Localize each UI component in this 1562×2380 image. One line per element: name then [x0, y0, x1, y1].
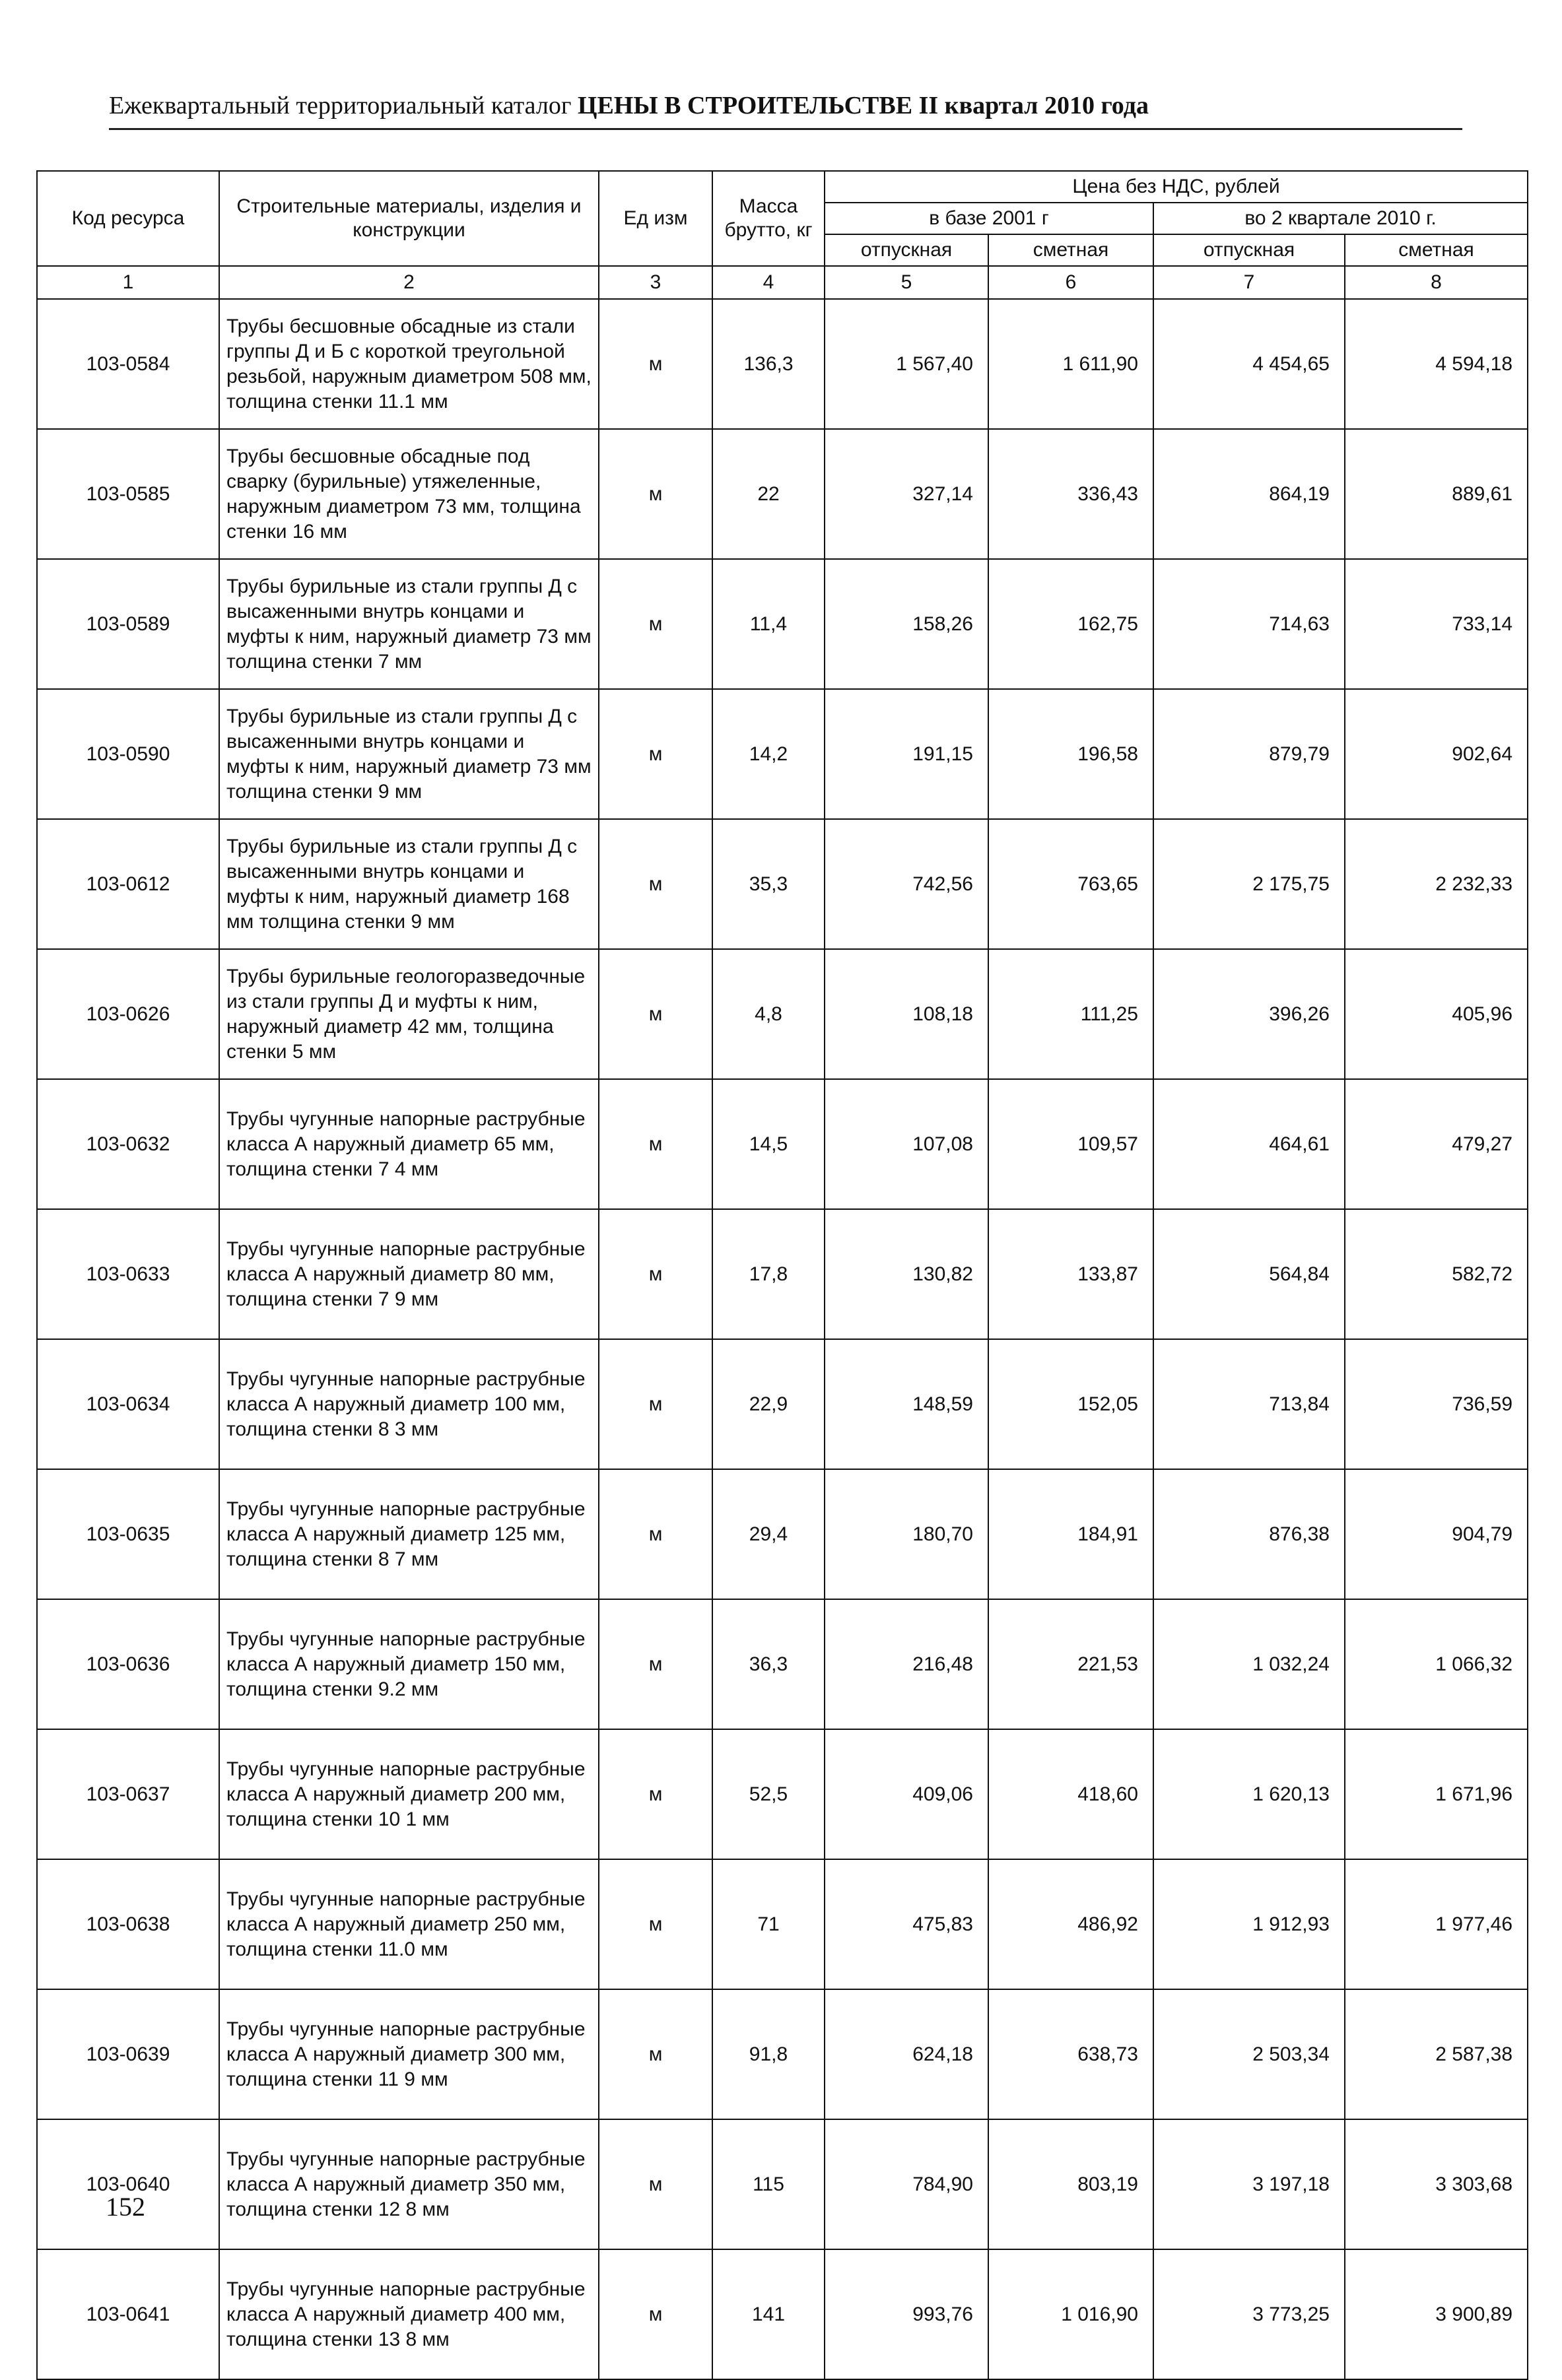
cell-code: 103-0635 [37, 1469, 219, 1599]
cell-mass: 4,8 [712, 949, 825, 1079]
cell-price-base-otp: 1 567,40 [825, 299, 988, 429]
col-header-name: Строительные материалы, изделия и конструкции [219, 171, 599, 266]
cell-price-q2-smet: 3 303,68 [1345, 2119, 1528, 2249]
cell-mass: 29,4 [712, 1469, 825, 1599]
header-suffix: II квартал 2010 года [912, 92, 1149, 119]
cell-price-base-otp: 409,06 [825, 1729, 988, 1859]
cell-price-q2-otp: 464,61 [1153, 1079, 1345, 1209]
cell-mass: 14,2 [712, 689, 825, 819]
cell-price-q2-smet: 902,64 [1345, 689, 1528, 819]
cell-price-base-otp: 475,83 [825, 1859, 988, 1989]
cell-name: Трубы чугунные напорные раструбные класса А наружный диаметр 80 мм, толщина стенки 7 9 мм [219, 1209, 599, 1339]
col-header-q2-otp: отпускная [1153, 234, 1345, 266]
cell-unit: м [599, 1209, 712, 1339]
cell-price-base-smet: 221,53 [988, 1599, 1153, 1729]
cell-price-q2-smet: 2 232,33 [1345, 819, 1528, 949]
cell-price-base-smet: 1 016,90 [988, 2249, 1153, 2379]
cell-price-q2-smet: 889,61 [1345, 429, 1528, 559]
header-title: ЦЕНЫ В СТРОИТЕЛЬСТВЕ [577, 92, 913, 119]
cell-code: 103-0640 [37, 2119, 219, 2249]
cell-price-base-otp: 130,82 [825, 1209, 988, 1339]
catalog-header [109, 91, 1462, 120]
cell-code: 103-0638 [37, 1859, 219, 1989]
cell-name: Трубы чугунные напорные раструбные класса А наружный диаметр 150 мм, толщина стенки 9.2 мм [219, 1599, 599, 1729]
cell-price-base-smet: 638,73 [988, 1989, 1153, 2119]
cell-mass: 17,8 [712, 1209, 825, 1339]
table-row [37, 2249, 1528, 2379]
cell-price-q2-otp: 714,63 [1153, 559, 1345, 689]
cell-unit: м [599, 949, 712, 1079]
cell-mass: 141 [712, 2249, 825, 2379]
col-header-mass: Масса брутто, кг [712, 171, 825, 266]
cell-mass: 14,5 [712, 1079, 825, 1209]
cell-price-q2-otp: 1 032,24 [1153, 1599, 1345, 1729]
cell-code: 103-0633 [37, 1209, 219, 1339]
cell-mass: 91,8 [712, 1989, 825, 2119]
table-row [37, 1989, 1528, 2119]
cell-price-q2-smet: 904,79 [1345, 1469, 1528, 1599]
cell-price-base-smet: 184,91 [988, 1469, 1153, 1599]
cell-code: 103-0636 [37, 1599, 219, 1729]
cell-unit: м [599, 1729, 712, 1859]
cell-mass: 35,3 [712, 819, 825, 949]
cell-price-q2-otp: 713,84 [1153, 1339, 1345, 1469]
table-row [37, 689, 1528, 819]
cell-price-q2-smet: 1 671,96 [1345, 1729, 1528, 1859]
cell-price-q2-otp: 396,26 [1153, 949, 1345, 1079]
table-row [37, 429, 1528, 559]
cell-price-q2-otp: 1 620,13 [1153, 1729, 1345, 1859]
cell-price-q2-smet: 736,59 [1345, 1339, 1528, 1469]
cell-price-base-smet: 109,57 [988, 1079, 1153, 1209]
cell-code: 103-0612 [37, 819, 219, 949]
cell-name: Трубы бесшовные обсадные из стали группы Д и Б с короткой треугольной резьбой, наружным диаметром 508 мм, толщина стенки 11.1 мм [219, 299, 599, 429]
cell-code: 103-0590 [37, 689, 219, 819]
cell-price-q2-smet: 405,96 [1345, 949, 1528, 1079]
cell-price-base-smet: 336,43 [988, 429, 1153, 559]
cell-unit: м [599, 1599, 712, 1729]
cell-price-q2-otp: 2 175,75 [1153, 819, 1345, 949]
cell-unit: м [599, 1469, 712, 1599]
cell-price-q2-smet: 733,14 [1345, 559, 1528, 689]
cell-code: 103-0632 [37, 1079, 219, 1209]
cell-price-base-otp: 327,14 [825, 429, 988, 559]
cell-price-q2-otp: 3 773,25 [1153, 2249, 1345, 2379]
cell-price-base-otp: 148,59 [825, 1339, 988, 1469]
col-header-price: Цена без НДС, рублей [825, 171, 1528, 203]
table-row [37, 1209, 1528, 1339]
cell-price-base-smet: 152,05 [988, 1339, 1153, 1469]
cell-mass: 22 [712, 429, 825, 559]
column-number: 8 [1345, 266, 1528, 299]
cell-price-q2-otp: 3 197,18 [1153, 2119, 1345, 2249]
cell-price-base-smet: 418,60 [988, 1729, 1153, 1859]
table-body [37, 299, 1528, 2379]
cell-unit: м [599, 819, 712, 949]
cell-mass: 36,3 [712, 1599, 825, 1729]
cell-price-base-otp: 158,26 [825, 559, 988, 689]
cell-name: Трубы чугунные напорные раструбные класса А наружный диаметр 300 мм, толщина стенки 11 9 мм [219, 1989, 599, 2119]
col-header-q2-2010: во 2 квартале 2010 г. [1153, 203, 1528, 234]
cell-price-q2-smet: 582,72 [1345, 1209, 1528, 1339]
cell-name: Трубы бурильные из стали группы Д с высаженными внутрь концами и муфты к ним, наружный диаметр 73 мм толщина стенки 7 мм [219, 559, 599, 689]
cell-unit: м [599, 2249, 712, 2379]
table-row [37, 299, 1528, 429]
cell-price-q2-smet: 4 594,18 [1345, 299, 1528, 429]
cell-name: Трубы чугунные напорные раструбные класса А наружный диаметр 125 мм, толщина стенки 8 7 мм [219, 1469, 599, 1599]
cell-code: 103-0634 [37, 1339, 219, 1469]
cell-name: Трубы бурильные из стали группы Д с высаженными внутрь концами и муфты к ним, наружный диаметр 73 мм толщина стенки 9 мм [219, 689, 599, 819]
cell-unit: м [599, 1859, 712, 1989]
cell-price-q2-otp: 2 503,34 [1153, 1989, 1345, 2119]
cell-price-q2-otp: 879,79 [1153, 689, 1345, 819]
cell-name: Трубы чугунные напорные раструбные класса А наружный диаметр 100 мм, толщина стенки 8 3 мм [219, 1339, 599, 1469]
cell-code: 103-0589 [37, 559, 219, 689]
cell-name: Трубы чугунные напорные раструбные класса А наружный диаметр 350 мм, толщина стенки 12 8 мм [219, 2119, 599, 2249]
cell-mass: 136,3 [712, 299, 825, 429]
cell-price-base-smet: 111,25 [988, 949, 1153, 1079]
cell-price-base-smet: 162,75 [988, 559, 1153, 689]
cell-name: Трубы чугунные напорные раструбные класса А наружный диаметр 65 мм, толщина стенки 7 4 мм [219, 1079, 599, 1209]
column-numbers-row [37, 266, 1528, 299]
cell-price-q2-smet: 479,27 [1345, 1079, 1528, 1209]
col-header-unit: Ед изм [599, 171, 712, 266]
cell-price-base-otp: 107,08 [825, 1079, 988, 1209]
cell-name: Трубы бесшовные обсадные под сварку (бурильные) утяжеленные, наружным диаметром 73 мм, толщина стенки 16 мм [219, 429, 599, 559]
cell-mass: 22,9 [712, 1339, 825, 1469]
table-row [37, 819, 1528, 949]
cell-unit: м [599, 1989, 712, 2119]
cell-price-q2-otp: 864,19 [1153, 429, 1345, 559]
table-row [37, 949, 1528, 1079]
cell-mass: 52,5 [712, 1729, 825, 1859]
col-header-base-smet: сметная [988, 234, 1153, 266]
cell-unit: м [599, 299, 712, 429]
price-table [36, 170, 1528, 2380]
column-number: 2 [219, 266, 599, 299]
column-number: 7 [1153, 266, 1345, 299]
cell-mass: 115 [712, 2119, 825, 2249]
cell-price-base-otp: 624,18 [825, 1989, 988, 2119]
cell-price-q2-smet: 3 900,89 [1345, 2249, 1528, 2379]
cell-price-base-otp: 108,18 [825, 949, 988, 1079]
cell-code: 103-0626 [37, 949, 219, 1079]
table-row [37, 1339, 1528, 1469]
column-number: 1 [37, 266, 219, 299]
col-header-q2-smet: сметная [1345, 234, 1528, 266]
header-prefix: Ежеквартальный территориальный каталог [109, 92, 578, 119]
cell-code: 103-0639 [37, 1989, 219, 2119]
table-row [37, 1729, 1528, 1859]
cell-code: 103-0584 [37, 299, 219, 429]
column-number: 3 [599, 266, 712, 299]
table-row [37, 1469, 1528, 1599]
cell-name: Трубы чугунные напорные раструбные класса А наружный диаметр 400 мм, толщина стенки 13 8 мм [219, 2249, 599, 2379]
cell-price-q2-otp: 1 912,93 [1153, 1859, 1345, 1989]
cell-price-base-otp: 191,15 [825, 689, 988, 819]
cell-price-base-smet: 133,87 [988, 1209, 1153, 1339]
cell-price-q2-otp: 876,38 [1153, 1469, 1345, 1599]
cell-name: Трубы чугунные напорные раструбные класса А наружный диаметр 250 мм, толщина стенки 11.0 мм [219, 1859, 599, 1989]
cell-name: Трубы бурильные из стали группы Д с высаженными внутрь концами и муфты к ним, наружный диаметр 168 мм толщина стенки 9 мм [219, 819, 599, 949]
cell-price-base-otp: 180,70 [825, 1469, 988, 1599]
cell-unit: м [599, 1339, 712, 1469]
cell-price-base-smet: 803,19 [988, 2119, 1153, 2249]
cell-unit: м [599, 2119, 712, 2249]
cell-code: 103-0585 [37, 429, 219, 559]
cell-price-q2-smet: 1 977,46 [1345, 1859, 1528, 1989]
col-header-base-otp: отпускная [825, 234, 988, 266]
cell-price-q2-otp: 564,84 [1153, 1209, 1345, 1339]
table-row [37, 1599, 1528, 1729]
cell-unit: м [599, 1079, 712, 1209]
cell-name: Трубы чугунные напорные раструбные класса А наружный диаметр 200 мм, толщина стенки 10 1 мм [219, 1729, 599, 1859]
table-row [37, 1859, 1528, 1989]
table-row [37, 1079, 1528, 1209]
cell-code: 103-0641 [37, 2249, 219, 2379]
page-number: 152 [106, 2192, 145, 2222]
cell-price-base-smet: 486,92 [988, 1859, 1153, 1989]
cell-unit: м [599, 429, 712, 559]
cell-code: 103-0637 [37, 1729, 219, 1859]
cell-unit: м [599, 689, 712, 819]
cell-mass: 71 [712, 1859, 825, 1989]
cell-price-base-otp: 216,48 [825, 1599, 988, 1729]
column-number: 5 [825, 266, 988, 299]
table-row [37, 2119, 1528, 2249]
cell-name: Трубы бурильные геологоразведочные из стали группы Д и муфты к ним, наружный диаметр 42 мм, толщина стенки 5 мм [219, 949, 599, 1079]
header-rule [109, 128, 1462, 130]
cell-price-base-smet: 196,58 [988, 689, 1153, 819]
cell-price-base-otp: 784,90 [825, 2119, 988, 2249]
col-header-base-2001: в базе 2001 г [825, 203, 1153, 234]
cell-price-base-smet: 763,65 [988, 819, 1153, 949]
col-header-code: Код ресурса [37, 171, 219, 266]
cell-price-q2-smet: 2 587,38 [1345, 1989, 1528, 2119]
column-number: 6 [988, 266, 1153, 299]
cell-mass: 11,4 [712, 559, 825, 689]
cell-unit: м [599, 559, 712, 689]
table-row [37, 559, 1528, 689]
column-number: 4 [712, 266, 825, 299]
cell-price-base-otp: 742,56 [825, 819, 988, 949]
cell-price-q2-otp: 4 454,65 [1153, 299, 1345, 429]
cell-price-q2-smet: 1 066,32 [1345, 1599, 1528, 1729]
cell-price-base-otp: 993,76 [825, 2249, 988, 2379]
cell-price-base-smet: 1 611,90 [988, 299, 1153, 429]
